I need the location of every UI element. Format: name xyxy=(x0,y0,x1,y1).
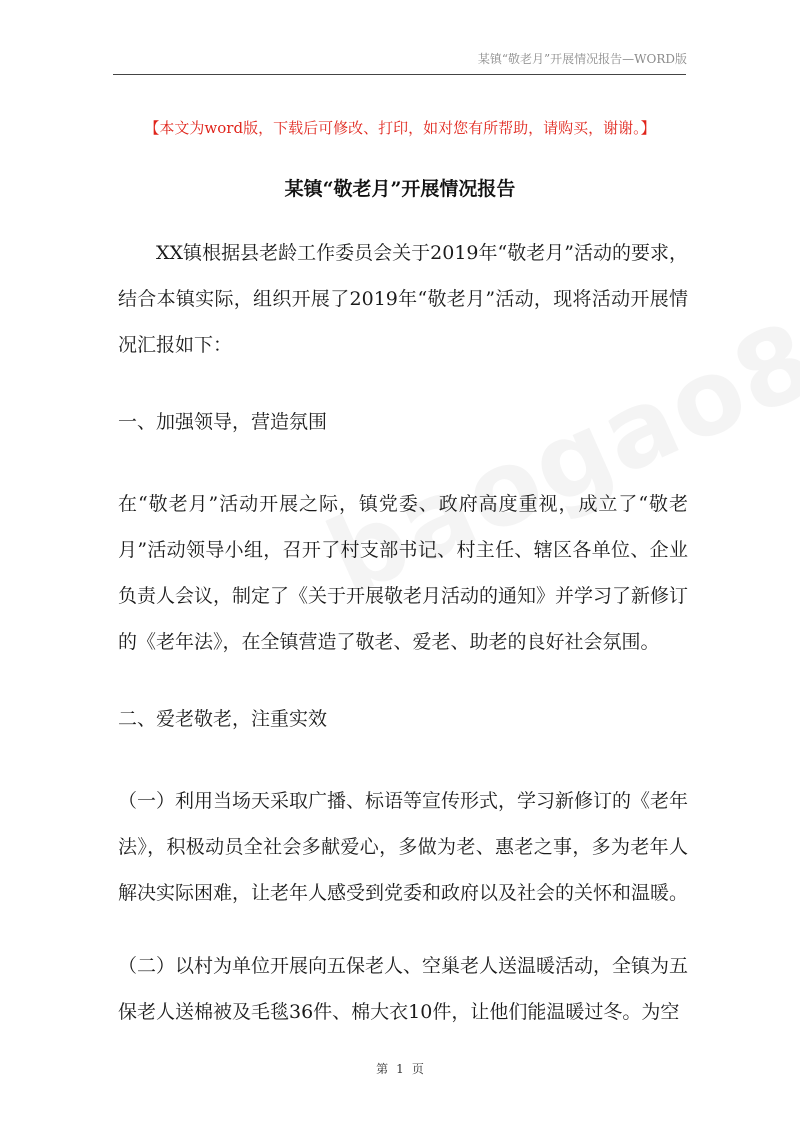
section-heading-1: 一、加强领导，营造氛围 xyxy=(118,411,328,433)
page-prefix: 第 xyxy=(376,1062,389,1076)
page-footer xyxy=(0,1060,800,1077)
section-1-paragraph: 在“敬老月”活动开展之际，镇党委、政府高度重视，成立了“敬老月”活动领导小组，召开了村支部书记、村主任、辖区各单位、企业负责人会议，制定了《关于开展敬老月活动的通知》并学习了新修订的《老年法》，在全镇营造了敬老、爱老、助老的良好社会氛围。 xyxy=(118,493,689,653)
purchase-notice: 【本文为word版，下载后可修改、打印，如对您有所帮助，请购买，谢谢。】 xyxy=(144,119,656,137)
intro-paragraph: XX镇根据县老龄工作委员会关于2019年“敬老月”活动的要求，结合本镇实际，组织开展了2019年“敬老月”活动，现将活动开展情况汇报如下： xyxy=(118,242,688,356)
section-heading-2: 二、爱老敬老，注重实效 xyxy=(118,708,328,730)
section-2-item-2: （二）以村为单位开展向五保老人、空巢老人送温暖活动，全镇为五保老人送棉被及毛毯36件、棉大衣10件，让他们能温暖过冬。为空 xyxy=(118,955,689,1023)
page-suffix: 页 xyxy=(411,1062,424,1076)
running-header: 某镇“敬老月”开展情况报告—WORD版 xyxy=(477,52,687,66)
header-divider xyxy=(113,74,686,75)
page-number: 1 xyxy=(396,1062,404,1076)
document-title: 某镇“敬老月”开展情况报告 xyxy=(284,178,516,200)
section-2-item-1: （一）利用当场天采取广播、标语等宣传形式，学习新修订的《老年法》，积极动员全社会多献爱心，多做为老、惠老之事，多为老年人解决实际困难，让老年人感受到党委和政府以及社会的关怀和温暖。 xyxy=(118,790,689,904)
